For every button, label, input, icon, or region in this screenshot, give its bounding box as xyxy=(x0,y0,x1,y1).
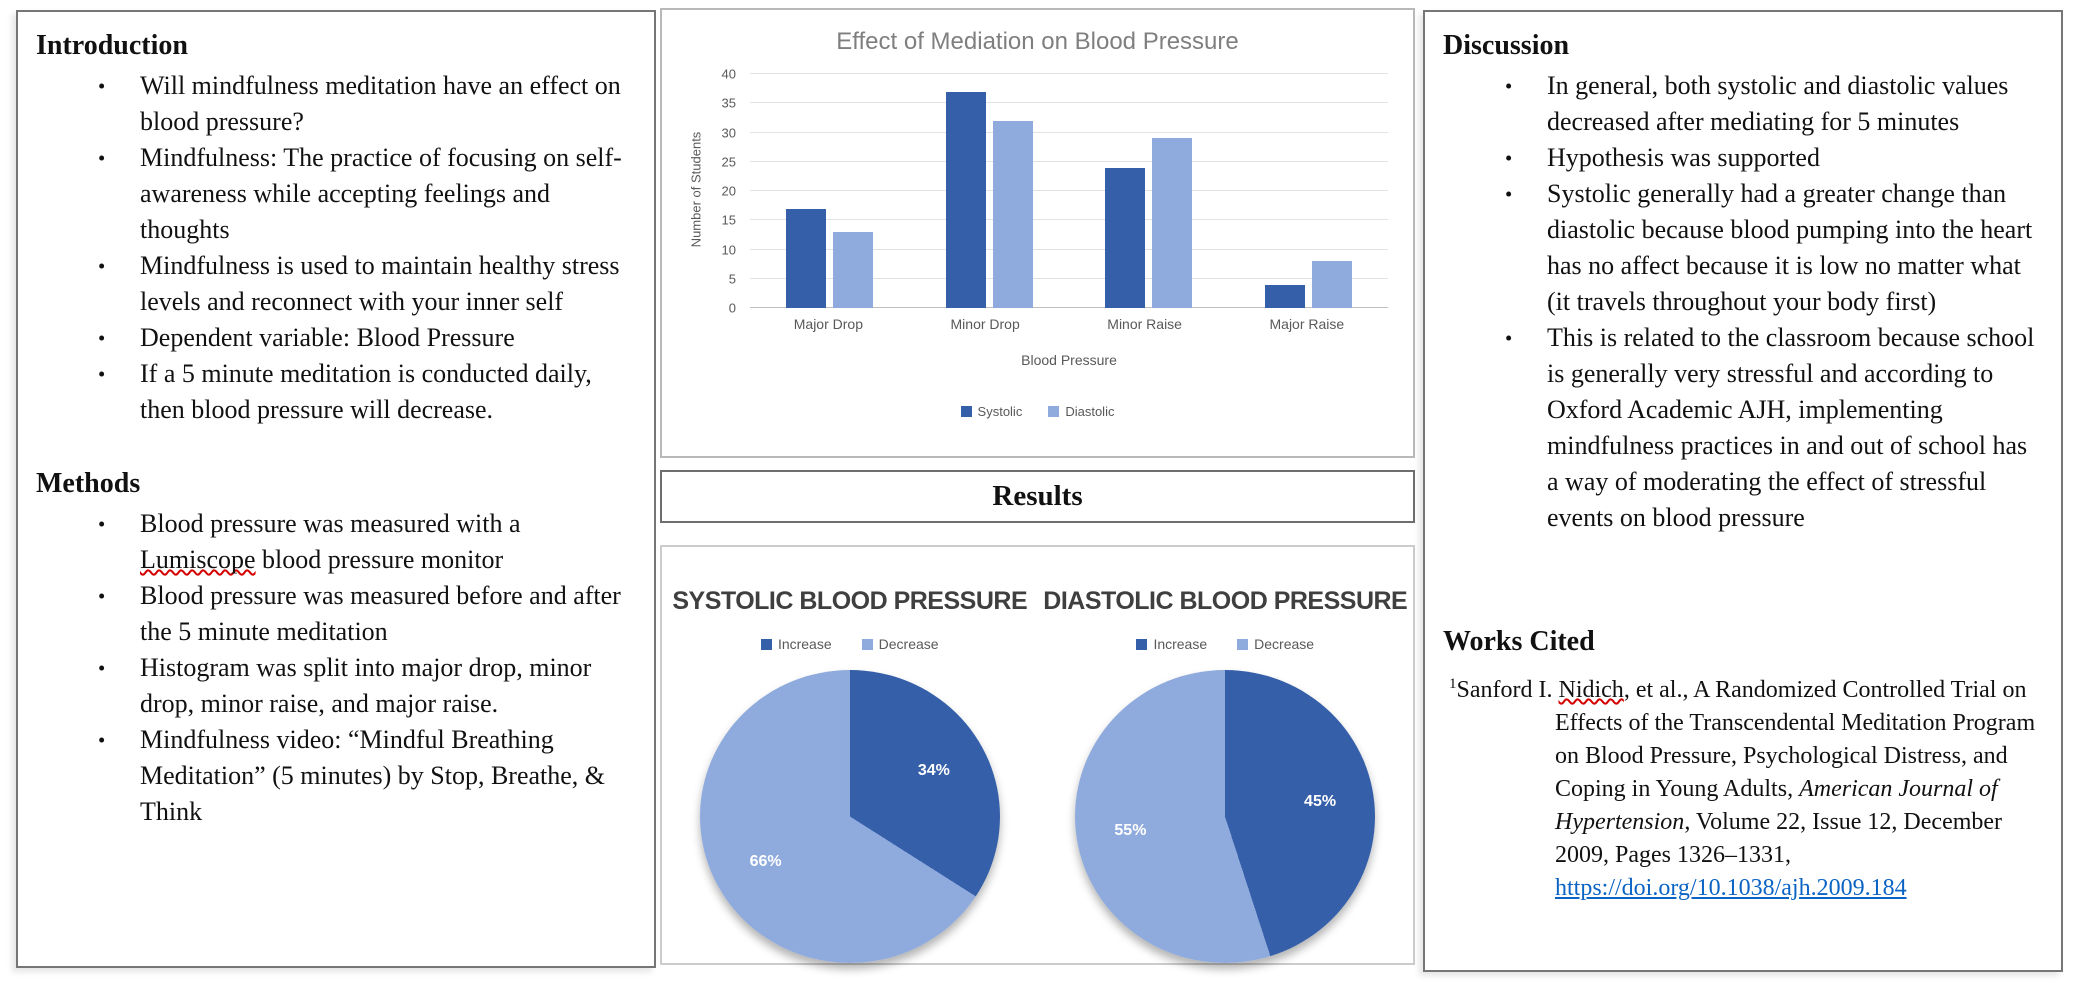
legend-item-decrease xyxy=(862,636,939,652)
legend-label: Systolic xyxy=(977,404,1023,419)
bullet-icon xyxy=(98,247,105,285)
list-item xyxy=(36,248,636,320)
intro-methods-panel xyxy=(16,10,656,968)
bullet-icon xyxy=(98,577,105,615)
diastolic-pie-section xyxy=(1038,547,1414,963)
bullet-text: Systolic generally had a greater change than diastolic because blood pumping into the heart has no affect because it is low no matter what (it travels throughout your body first) xyxy=(1547,179,2033,316)
x-axis-category-labels xyxy=(750,316,1388,332)
x-category-label: Minor Drop xyxy=(950,316,1020,332)
y-axis-title: Number of Students xyxy=(688,131,704,248)
bullet-text: In general, both systolic and diastolic values decreased after mediating for 5 minutes xyxy=(1547,71,2009,136)
systolic-pie-section xyxy=(662,547,1038,963)
legend-item-systolic xyxy=(961,404,1023,419)
bullet-text: Mindfulness video: “Mindful Breathing Meditation” (5 minutes) by Stop, Breathe, & Think xyxy=(140,725,606,826)
bullet-text: Histogram was split into major drop, minor drop, minor raise, and major raise. xyxy=(140,653,592,718)
pie-slice-label-decrease: 66% xyxy=(749,852,782,870)
bullet-text xyxy=(140,509,521,574)
diastolic-pie-chart xyxy=(1075,670,1375,963)
bar-chart-title: Effect of Mediation on Blood Pressure xyxy=(836,28,1239,55)
bullet-icon xyxy=(98,319,105,357)
bar-groups xyxy=(750,74,1388,308)
doi-link[interactable]: https://doi.org/10.1038/ajh.2009.184 xyxy=(1555,875,1907,901)
misspelled-word: Lumiscope xyxy=(140,545,256,574)
bar-systolic-minor-drop xyxy=(946,92,986,308)
diastolic-pie-title: DIASTOLIC BLOOD PRESSURE xyxy=(1043,587,1408,615)
bullet-icon xyxy=(98,67,105,105)
y-tick-label: 20 xyxy=(721,183,736,199)
discussion-works-cited-panel xyxy=(1423,10,2063,972)
list-item xyxy=(36,356,636,428)
results-heading: Results xyxy=(992,480,1083,512)
x-axis-title: Blood Pressure xyxy=(1021,352,1117,368)
legend-item-increase xyxy=(761,636,832,652)
legend-swatch-decrease-icon xyxy=(862,639,873,650)
citation-text-part: , Volume 22, Issue 12, December 2009, Pages 1326–1331, xyxy=(1555,809,2003,868)
citation-text-part: Sanford I. xyxy=(1456,677,1559,703)
list-item xyxy=(1443,68,2043,140)
citation xyxy=(1443,668,2043,905)
bullet-icon xyxy=(1505,175,1512,213)
bar-group xyxy=(1105,74,1192,308)
pie-slice-label-increase: 45% xyxy=(1304,792,1337,810)
bar-systolic-minor-raise xyxy=(1105,168,1145,308)
bullet-text: Mindfulness: The practice of focusing on self-awareness while accepting feelings and thoughts xyxy=(140,143,622,244)
bar-systolic-major-drop xyxy=(786,209,826,308)
bullet-icon xyxy=(98,721,105,759)
bullet-icon xyxy=(1505,319,1512,357)
list-item xyxy=(36,140,636,248)
legend-item-diastolic xyxy=(1048,404,1114,419)
misspelled-word: Nidich xyxy=(1558,677,1624,703)
bullet-icon xyxy=(1505,67,1512,105)
legend-item-decrease xyxy=(1237,636,1314,652)
legend-swatch-diastolic-icon xyxy=(1048,406,1059,417)
legend-label: Decrease xyxy=(878,636,939,652)
y-tick-label: 15 xyxy=(721,212,736,228)
list-item xyxy=(36,578,636,650)
list-item xyxy=(1443,140,2043,176)
bullet-text: Hypothesis was supported xyxy=(1547,143,1820,172)
list-item xyxy=(36,320,636,356)
y-tick-label: 40 xyxy=(721,66,736,82)
methods-bullets xyxy=(36,506,636,830)
y-tick-label: 5 xyxy=(728,271,736,287)
citation-text-part: , et al., A Randomized Controlled Trial on Effects of the Transcendental Meditation Program on Blood Pressure, Psychological Distress, and Coping in Young Adults, xyxy=(1555,677,2036,802)
legend-swatch-decrease-icon xyxy=(1237,639,1248,650)
legend-swatch-increase-icon xyxy=(1136,639,1147,650)
bar-group xyxy=(786,74,873,308)
bar-diastolic-major-raise xyxy=(1312,261,1352,308)
methods-heading: Methods xyxy=(36,468,141,499)
bullet-text: Blood pressure was measured before and after the 5 minute meditation xyxy=(140,581,621,646)
bullet-text: If a 5 minute meditation is conducted daily, then blood pressure will decrease. xyxy=(140,359,592,424)
x-category-label: Major Drop xyxy=(793,316,863,332)
bullet-text: Dependent variable: Blood Pressure xyxy=(140,323,515,352)
pie-slice-label-increase: 34% xyxy=(917,762,950,780)
list-item xyxy=(36,68,636,140)
y-tick-label: 0 xyxy=(728,300,736,316)
bar-group xyxy=(946,74,1033,308)
bullet-text-part: Blood pressure was measured with a xyxy=(140,509,521,538)
legend-label: Diastolic xyxy=(1065,404,1115,419)
bullet-icon xyxy=(98,139,105,177)
citation-superscript: 1 xyxy=(1449,676,1457,692)
y-tick-label: 10 xyxy=(721,242,736,257)
legend-item-increase xyxy=(1136,636,1207,652)
legend-label: Increase xyxy=(777,636,832,652)
y-tick-label: 25 xyxy=(721,154,736,170)
legend-label: Decrease xyxy=(1254,636,1315,652)
list-item xyxy=(1443,320,2043,536)
discussion-bullets xyxy=(1443,68,2043,536)
x-category-label: Major Raise xyxy=(1269,316,1345,332)
introduction-bullets xyxy=(36,68,636,428)
legend-swatch-increase-icon xyxy=(761,639,772,650)
introduction-heading: Introduction xyxy=(36,30,188,61)
list-item xyxy=(36,722,636,830)
results-header-panel xyxy=(660,470,1415,523)
bullet-text: This is related to the classroom because school is generally very stressful and according to Oxford Academic AJH, implementing mindfulness practices in and out of school has a way of moderating the effect of stressful events on blood pressure xyxy=(1547,323,2035,532)
works-cited-heading: Works Cited xyxy=(1443,626,1595,657)
pie-slice-label-decrease: 55% xyxy=(1114,822,1147,840)
bullet-icon xyxy=(98,505,105,543)
bullet-icon xyxy=(1505,139,1512,177)
bar-systolic-major-raise xyxy=(1265,285,1305,308)
systolic-pie-title: SYSTOLIC BLOOD PRESSURE xyxy=(672,587,1028,615)
systolic-pie-legend xyxy=(761,636,939,652)
list-item xyxy=(36,506,636,578)
bullet-text-part: blood pressure monitor xyxy=(255,545,504,574)
bar-diastolic-minor-raise xyxy=(1152,138,1192,308)
list-item xyxy=(1443,176,2043,320)
x-category-label: Minor Raise xyxy=(1107,316,1182,332)
bar-group xyxy=(1265,74,1352,308)
bar-chart-panel xyxy=(660,8,1415,458)
y-axis-tick-labels xyxy=(708,66,742,316)
discussion-heading: Discussion xyxy=(1443,30,1570,61)
bar-diastolic-major-drop xyxy=(833,232,873,308)
pie-charts-panel xyxy=(660,545,1415,965)
y-tick-label: 35 xyxy=(721,95,736,111)
citation-journal-name: American Journal of Hypertension xyxy=(1555,776,1998,835)
bullet-text: Will mindfulness meditation have an effect on blood pressure? xyxy=(140,71,621,136)
bar-chart-legend xyxy=(662,404,1413,419)
bar-chart-plot-area xyxy=(750,74,1388,308)
diastolic-pie-legend xyxy=(1136,636,1314,652)
list-item xyxy=(36,650,636,722)
bullet-text: Mindfulness is used to maintain healthy stress levels and reconnect with your inner self xyxy=(140,251,620,316)
legend-swatch-systolic-icon xyxy=(961,406,972,417)
systolic-pie-chart xyxy=(700,670,1000,963)
bullet-icon xyxy=(98,355,105,393)
legend-label: Increase xyxy=(1153,636,1208,652)
y-tick-label: 30 xyxy=(721,125,736,140)
bullet-icon xyxy=(98,649,105,687)
bar-diastolic-minor-drop xyxy=(993,121,1033,308)
